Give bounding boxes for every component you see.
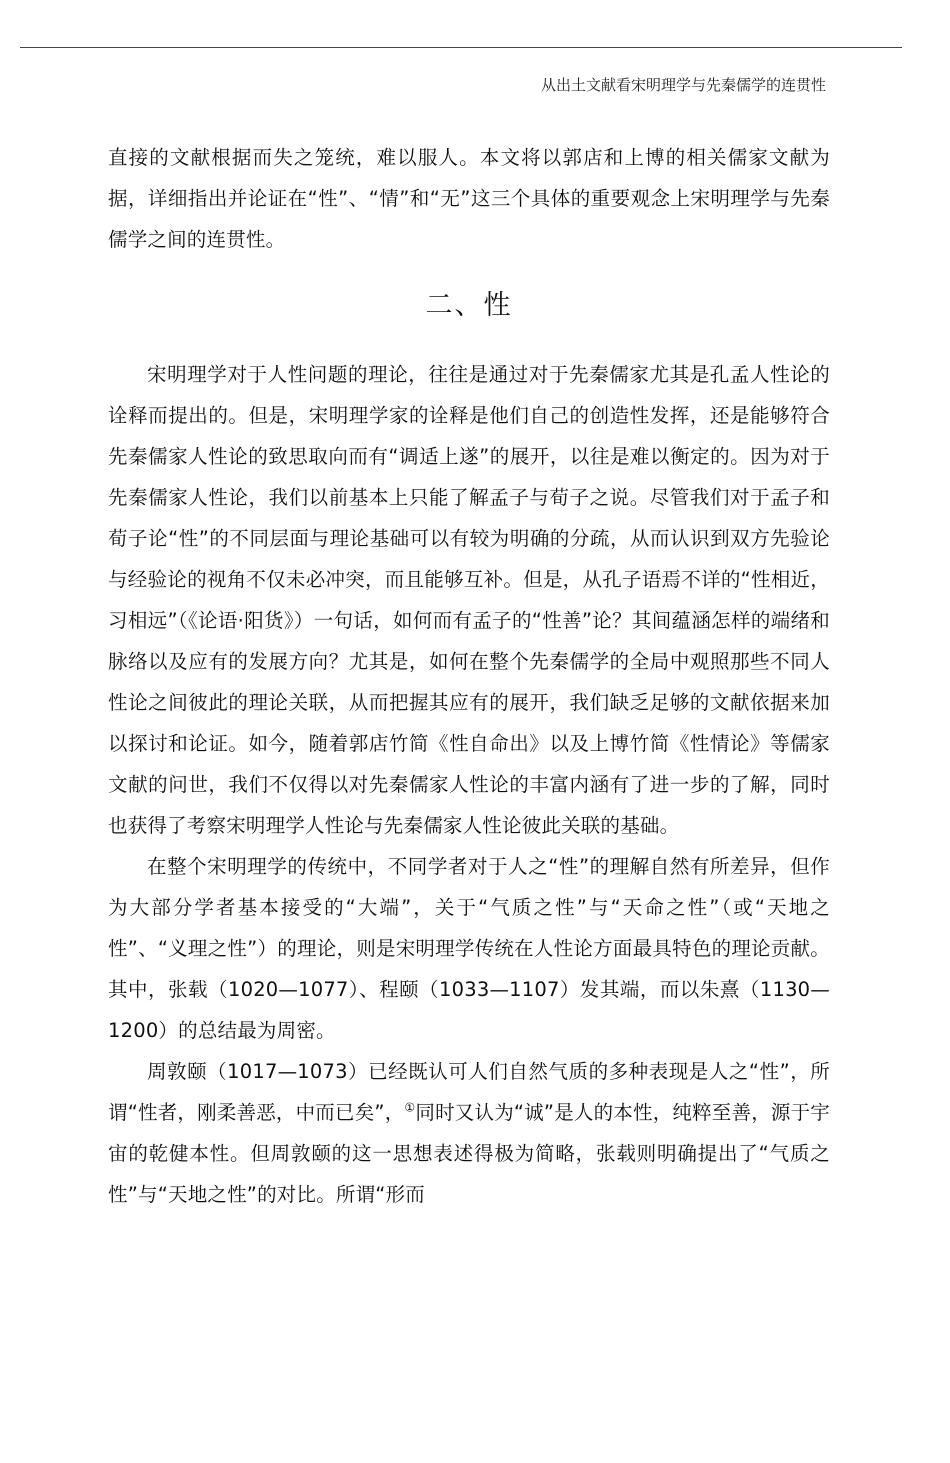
section-heading: 二、性 [425,290,513,321]
paragraph-3-text-start: 周敦颐（1017—1073）已经既认可人们自然气质的多种表现是人之“性”，所谓“性者，刚柔善恶，中而已矣”， [108,1060,830,1124]
intro-paragraph: 直接的文献根据而失之笼统，难以服人。本文将以郭店和上博的相关儒家文献为据，详细指出并论证在“性”、“情”和“无”这三个具体的重要观念上宋明理学与先秦儒学之间的连贯性。 [108,146,830,251]
footnote-marker[interactable]: ① [404,1100,416,1115]
body-paragraph-1: 宋明理学对于人性问题的理论，往往是通过对于先秦儒家尤其是孔孟人性论的诠释而提出的。但是，宋明理学家的诠释是他们自己的创造性发挥，还是能够符合先秦儒家人性论的致思取向而有“调适上遂”的展开，以往是难以衡定的。因为对于先秦儒家人性论，我们以前基本上只能了解孟子与荀子之说。尽管我们对于孟子和荀子论“性”的不同层面与理论基础可以有较为明确的分疏，从而认识到双方先验论与经验论的视角不仅未必冲突，而且能够互补。但是，从孔子语焉不详的“性相近，习相远”（《论语·阳货》）一句话，如何而有孟子的“性善”论？其间蕴涵怎样的端绪和脉络以及应有的发展方向？尤其是，如何在整个先秦儒学的全局中观照那些不同人性论之间彼此的理论关联，从而把握其应有的展开，我们缺乏足够的文献依据来加以探讨和论证。如今，随着郭店竹简《性自命出》以及上博竹简《性情论》等儒家文献的问世，我们不仅得以对先秦儒家人性论的丰富内涵有了进一步的了解，同时也获得了考察宋明理学人性论与先秦儒家人性论彼此关联的基础。 [108,363,830,837]
paragraph-3-text-end: 同时又认为“诚”是人的本性，纯粹至善，源于宇宙的乾健本性。但周敦颐的这一思想表述得极为简略，张载则明确提出了“气质之性”与“天地之性”的对比。所谓“形而 [108,1101,831,1206]
page-body [108,137,830,1215]
running-header: 从出土文献看宋明理学与先秦儒学的连贯性 [540,76,826,94]
header-rule [20,47,902,48]
body-paragraph-3 [108,1051,830,1215]
body-paragraph-2: 在整个宋明理学的传统中，不同学者对于人之“性”的理解自然有所差异，但作为大部分学者基本接受的“大端”，关于“气质之性”与“天命之性”（或“天地之性”、“义理之性”）的理论，则是宋明理学传统在人性论方面最具特色的理论贡献。其中，张载（1020—1077）、程颐（1033—1107）发其端，而以朱熹（1130—1200）的总结最为周密。 [108,855,830,1042]
